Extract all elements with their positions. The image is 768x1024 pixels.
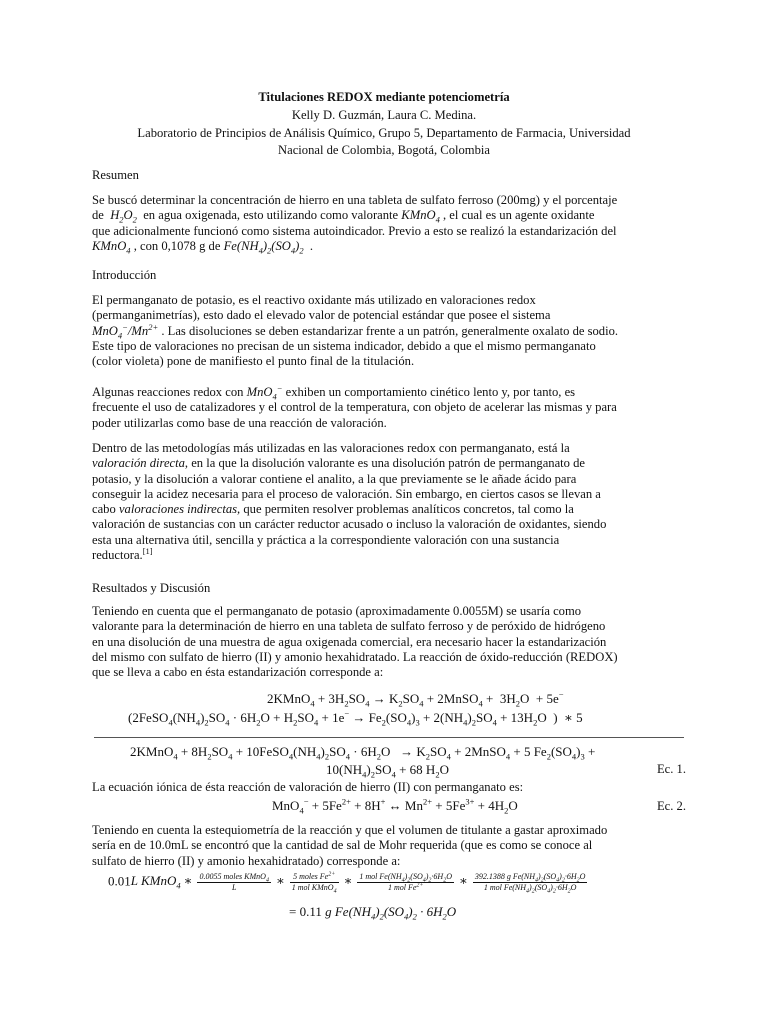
- global-reaction-line-2: $10(NH_4)_2SO_4 + 68$ $H_2O$: [326, 762, 449, 780]
- abstract-line: de $H_2O_2$ en agua oxigenada, esto utilizando como valorante KMnO$_4$ , el cual es un agente oxidante: [92, 208, 595, 225]
- intro-line: poder utilizarlas como base de una reacción de valoración.: [92, 415, 387, 430]
- results-line: sulfato de hierro (II) y amonio hexahidratado) corresponde a:: [92, 853, 401, 868]
- abstract-line: que adicionalmente funcionó como sistema autoindicador. Previo a esto se realizó la estandarización del: [92, 223, 617, 238]
- abstract-line: Se buscó determinar la concentración de hierro en una tableta de sulfato ferroso (200mg) y el porcentaje: [92, 193, 618, 207]
- mohr-salt-calculation: 0.01L KMnO$_4$ ∗ $\frac{0.0055 moles KMnO_4}{L}$ ∗ $\frac{5 moles Fe^{2+}}{1 mol KMnO_4}$ ∗ $\frac{1 mol Fe(NH_4)_2(SO_4)_2\cdot 6H_2O}{1 mol Fe^{2+}}$ ∗ $\frac{392.1388 g Fe(NH_4)_2(SO_4)_2\cdot 6H_2O}{1 mol Fe(NH_4)_2(SO_4)_2\cdot 6H_2O}$: [108, 871, 586, 895]
- h2o2-formula: $H_2O_2$: [110, 208, 137, 225]
- intro-line: (color violeta) pone de manifiesto el punto final de la titulación.: [92, 354, 415, 369]
- paper-title: Titulaciones REDOX mediante potenciometría: [258, 90, 510, 104]
- reaction-sum-divider: [94, 737, 684, 738]
- redox-couple-formula: $MnO_4^-/Mn^{2+}$: [92, 321, 159, 341]
- results-line: que se lleva a cabo en ésta estandarización corresponde a:: [92, 665, 384, 680]
- section-heading-resultados: Resultados y Discusión: [92, 581, 211, 595]
- intro-line: reductora.[1]: [92, 545, 153, 563]
- results-line: en una disolución de una muestra de agua oxigenada comercial, era necesario hacer la estandarización: [92, 634, 607, 649]
- intro-line: Dentro de las metodologías más utilizadas en las valoraciones redox con permanganato, está la: [92, 441, 570, 455]
- results-paragraph-3: [92, 823, 685, 869]
- results-line: sería en de 10.0mL se encontró que la cantidad de sal de Mohr requerida (que es como se conoce al: [92, 838, 593, 853]
- calculation-result: = 0.11 g $Fe(NH_4)_2(SO_4)_2 \cdot 6H_2O$: [289, 904, 457, 922]
- intro-line: cabo valoraciones indirectas, que permiten resolver problemas analíticos concretos, tal como la: [92, 502, 574, 517]
- intro-paragraph-3: [92, 441, 685, 563]
- abstract-paragraph: [92, 193, 685, 254]
- equation-number-2: Ec. 2.: [656, 799, 686, 813]
- section-heading-resumen: Resumen: [92, 168, 139, 182]
- ionic-equation-intro: La ecuación iónica de ésta reacción de valoración de hierro (II) con permanganato es:: [92, 780, 524, 794]
- global-reaction-line-1: 2KMnO$_4$ + $8H_2SO_4$ + $10FeSO_4(NH_4)_2SO_4 \cdot 6H_2O \to K_2SO_4$ + 2MnSO$_4$ + 5 $Fe_2(SO_4)_3$ +: [130, 744, 596, 762]
- affiliation-line-1: Laboratorio de Principios de Análisis Químico, Grupo 5, Departamento de Farmacia, Universidad: [137, 126, 631, 140]
- intro-line: conseguir la acidez necesaria para el proceso de valoración. Sin embargo, en ciertos casos se llevan a: [92, 486, 601, 501]
- intro-line: El permanganato de potasio, es el reactivo oxidante más utilizado en valoraciones redox: [92, 293, 536, 307]
- authors: Kelly D. Guzmán, Laura C. Medina.: [291, 108, 477, 122]
- section-heading-introduccion: Introducción: [92, 268, 157, 282]
- intro-line: potasio, y la disolución a valorar contiene el analito, a la que previamente se le añade ácido para: [92, 471, 577, 486]
- intro-paragraph-1: [92, 293, 685, 369]
- intro-line: frecuente el uso de catalizadores y el control de la temperatura, con objeto de acelerar las mismas y para: [92, 400, 617, 415]
- intro-line: Este tipo de valoraciones no precisan de un sistema indicador, debido a que el mismo permanganato: [92, 338, 596, 353]
- intro-paragraph-2: [92, 382, 685, 431]
- intro-line: $MnO_4^-/Mn^{2+}$ . Las disoluciones se deben estandarizar frente a un patrón, generalmente oxalato de sodio.: [92, 321, 619, 341]
- kmno4-formula: KMnO$_4$: [401, 208, 440, 225]
- permanganate-ion-formula: MnO$_4$−: [246, 382, 283, 402]
- ionic-equation: $MnO_4^- + 5Fe^{2+} + 8H^+$ ↔ $Mn^{2+} + 5Fe^{3+} + 4H_2O$: [272, 796, 518, 816]
- half-reaction-2: ($2FeSO_4(NH_4)_2SO_4 \cdot 6H_2O + H_2SO_4 + 1e^- \to Fe_2(SO_4)_3 + 2(NH_4)_2SO_4 + 13H_2O$ ) ∗ 5: [128, 708, 583, 728]
- mohr-salt-formula: $Fe(NH_4)_2(SO_4)_2$: [223, 238, 304, 256]
- conversion-factor-3: $\frac{1 mol Fe(NH_4)_2(SO_4)_2\cdot 6H_2O}{1 mol Fe^{2+}}$: [359, 872, 452, 892]
- equation-number-1: Ec. 1.: [656, 762, 686, 776]
- conversion-factor-2: $\frac{5 moles Fe^{2+}}{1 mol KMnO_4}$: [291, 871, 337, 895]
- results-line: Teniendo en cuenta que el permanganato de potasio (aproximadamente 0.0055M) se usaría como: [92, 604, 582, 618]
- affiliation-line-2: Nacional de Colombia, Bogotá, Colombia: [278, 143, 490, 157]
- conversion-factor-4: $\frac{392.1388 g Fe(NH_4)_2(SO_4)_2\cdot 6H_2O}{1 mol Fe(NH_4)_2(SO_4)_2\cdot 6H_2O}$: [474, 872, 586, 895]
- kmno4-formula: KMnO$_4$: [92, 238, 131, 256]
- intro-line: Algunas reacciones redox con MnO$_4$− exhiben un comportamiento cinético lento y, por tanto, es: [92, 382, 576, 402]
- intro-line: esta una alternativa útil, sencilla y práctica a la correspondiente valoración con una sustancia: [92, 532, 560, 547]
- results-line: valorante para la determinación de hierro en una tableta de sulfato ferroso y de peróxido de hidrógeno: [92, 619, 606, 634]
- intro-line: valoración de sustancias con un carácter reductor acusado o incluso la valoración de oxidantes, siendo: [92, 517, 607, 532]
- results-line: del mismo con sulfato de hierro (II) y amonio hexahidratado. La reacción de óxido-reducción (REDOX): [92, 649, 618, 664]
- intro-line: valoración directa, en la que la disolución valorante es una disolución patrón de permanganato de: [92, 456, 585, 471]
- reference-marker: [1]: [142, 545, 153, 556]
- results-paragraph-1: [92, 604, 685, 680]
- intro-line: (permanganimetrías), esto dado el elevado valor de potencial estándar que posee el sistema: [92, 308, 551, 323]
- abstract-line: KMnO$_4$ , con 0,1078 g de $Fe(NH_4)_2(SO_4)_2$ .: [92, 238, 314, 256]
- half-reaction-1: 2KMnO$_4$ + $3H_2SO_4 \to K_2SO_4$ + 2MnSO$_4$ + $3H_2O + 5e^-$: [267, 689, 564, 709]
- conversion-factor-1: $\frac{0.0055 moles KMnO_4}{L}$: [199, 872, 269, 892]
- results-line: Teniendo en cuenta la estequiometría de la reacción y que el volumen de titulante a gastar aproximado: [92, 823, 608, 837]
